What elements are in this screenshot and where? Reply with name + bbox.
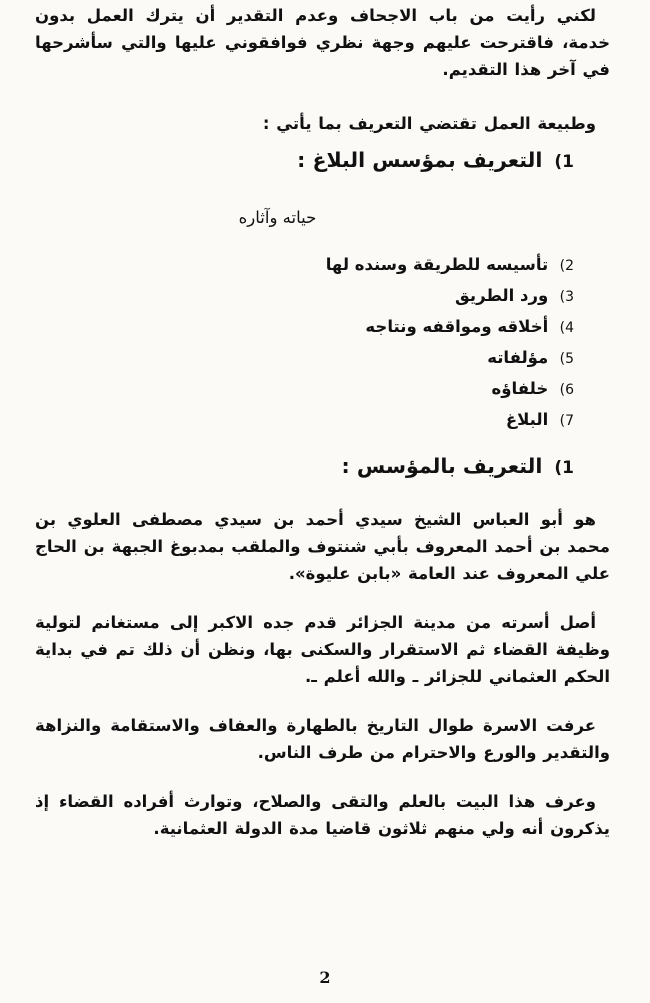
list-item: 2) تأسيسه للطريقة وسنده لها bbox=[325, 255, 574, 274]
intro-paragraph-1: لكني رأيت من باب الاجحاف وعدم التقدير أن يترك العمل بدون خدمة، فاقترحت عليهم وجهة نظري فوافقوني عليها والتي سأشرحها في آخر هذا التقديم. bbox=[35, 6, 610, 79]
section-number: 1) bbox=[554, 458, 574, 478]
list-item: 3) ورد الطريق bbox=[455, 286, 574, 305]
page-number: 2 bbox=[319, 968, 331, 987]
list-item: 7) البلاغ bbox=[505, 410, 574, 429]
body-paragraph-4: وعرف هذا البيت بالعلم والتقى والصلاح، وتوارث أفراده القضاء إذ يذكرون أنه ولي منهم ثلاثون قاضيا مدة الدولة العثمانية. bbox=[35, 792, 610, 838]
list-item: 6) خلفاؤه bbox=[491, 379, 574, 398]
body-paragraph-1: هو أبو العباس الشيخ سيدي أحمد بن سيدي مصطفى العلوي بن محمد بن أحمد المعروف بأبي شنتوف والملقب بمدبوغ الجبهة بن الحاج علي المعروف عند العامة «بابن عليوة». bbox=[35, 510, 610, 583]
section-title: التعريف بمؤسس البلاغ : bbox=[297, 148, 543, 172]
list-item: 4) أخلاقه ومواقفه ونتاجه bbox=[365, 317, 574, 336]
list-item: 5) مؤلفاته bbox=[487, 348, 574, 367]
section-heading-main bbox=[297, 148, 574, 172]
section-title: التعريف بالمؤسس : bbox=[341, 454, 543, 478]
body-paragraph-2: أصل أسرته من مدينة الجزائر قدم جده الاكبر إلى مستغانم لتولية وظيفة القضاء ثم الاستقرار والسكنى بها، ونظن أن ذلك تم في بداية الحكم العثماني للجزائر ـ والله أعلم ـ. bbox=[35, 613, 610, 686]
intro-paragraph-2: وطبيعة العمل تقتضي التعريف بما يأتي : bbox=[262, 114, 596, 133]
body-paragraph-3: عرفت الاسرة طوال التاريخ بالطهارة والعفاف والاستقامة والنزاهة والتقدير والورع والاحترام من طرف الناس. bbox=[35, 716, 610, 762]
topics-list bbox=[326, 249, 574, 435]
section-subtitle: حياته وآثاره bbox=[238, 208, 317, 227]
section-heading-founder bbox=[342, 454, 574, 478]
section-number: 1) bbox=[554, 152, 574, 172]
